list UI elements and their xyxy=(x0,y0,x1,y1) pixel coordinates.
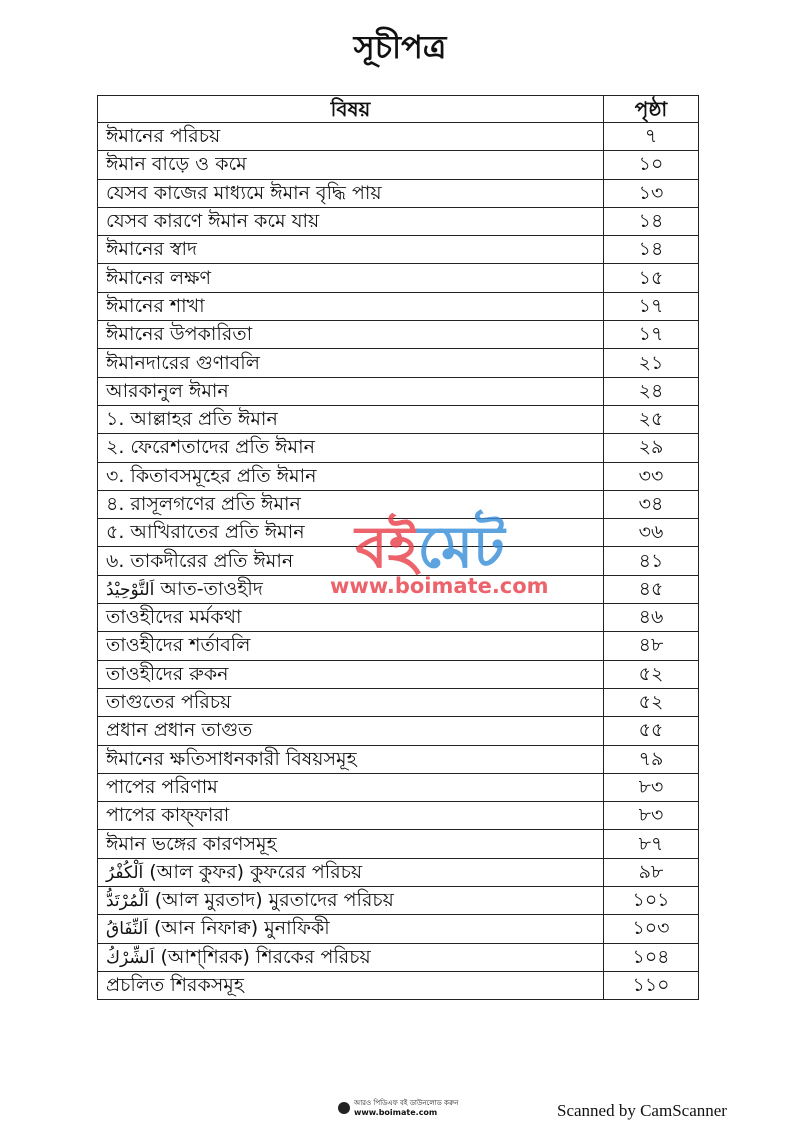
table-row xyxy=(98,462,699,490)
row-topic-text: তাওহীদের শর্তাবলি xyxy=(106,634,251,657)
row-topic xyxy=(98,575,604,603)
row-topic xyxy=(98,321,604,349)
row-topic xyxy=(98,604,604,632)
row-topic-text: ঈমানের ক্ষতিসাধনকারী বিষয়সমূহ xyxy=(106,747,357,770)
row-page: ৩৩ xyxy=(604,462,699,490)
row-topic xyxy=(98,207,604,235)
row-topic-text: (আল মুরতাদ) মুরতাদের পরিচয় xyxy=(154,889,394,912)
row-topic xyxy=(98,688,604,716)
row-topic xyxy=(98,123,604,151)
table-row xyxy=(98,745,699,773)
row-page: ৭৯ xyxy=(604,745,699,773)
row-page: ৮৩ xyxy=(604,773,699,801)
row-topic-text: পাপের পরিণাম xyxy=(106,775,218,798)
table-row xyxy=(98,717,699,745)
row-topic xyxy=(98,405,604,433)
row-topic-text: ৬. তাকদীরের প্রতি ঈমান xyxy=(106,549,294,572)
table-header-row xyxy=(98,96,699,123)
row-page: ১৪ xyxy=(604,236,699,264)
row-topic xyxy=(98,858,604,886)
row-page: ১০ xyxy=(604,151,699,179)
table-row xyxy=(98,377,699,405)
row-topic-text: (আল কুফর) কুফরের পরিচয় xyxy=(149,860,363,883)
table-row xyxy=(98,943,699,971)
watermark-logo: বইমেট xyxy=(355,513,505,581)
row-topic-text: পাপের কাফ্‌ফারা xyxy=(106,804,230,827)
boimate-logo-icon xyxy=(338,1102,350,1114)
table-row xyxy=(98,151,699,179)
camscanner-label: Scanned by CamScanner xyxy=(557,1101,727,1120)
row-arabic-term: اَلنِّفَاقُ xyxy=(106,919,149,940)
row-arabic-term: اَلتَّوْحِيْدُ xyxy=(106,579,155,600)
row-topic-text: ঈমানের উপকারিতা xyxy=(106,323,253,346)
row-arabic-term: اَلْكُفْرُ xyxy=(106,862,144,883)
row-topic xyxy=(98,971,604,999)
table-row xyxy=(98,405,699,433)
row-topic xyxy=(98,547,604,575)
row-topic-text: ২. ফেরেশতাদের প্রতি ঈমান xyxy=(106,436,315,459)
row-topic-text: ১. আল্লাহর প্রতি ঈমান xyxy=(106,408,278,431)
row-topic xyxy=(98,660,604,688)
row-topic-text: আরকানুল ঈমান xyxy=(106,379,229,402)
table-row xyxy=(98,887,699,915)
row-page: ১০৪ xyxy=(604,943,699,971)
row-topic xyxy=(98,434,604,462)
table-row xyxy=(98,575,699,603)
row-page: ২৪ xyxy=(604,377,699,405)
table-row xyxy=(98,830,699,858)
row-page: ১০৩ xyxy=(604,915,699,943)
table-row xyxy=(98,660,699,688)
row-page: ৫৫ xyxy=(604,717,699,745)
row-topic xyxy=(98,519,604,547)
contents-table xyxy=(97,95,699,1000)
row-topic xyxy=(98,943,604,971)
row-topic xyxy=(98,349,604,377)
table-row xyxy=(98,179,699,207)
row-page: ৫২ xyxy=(604,660,699,688)
row-topic xyxy=(98,292,604,320)
table-row xyxy=(98,207,699,235)
row-topic-text: যেসব কাজের মাধ্যমে ঈমান বৃদ্ধি পায় xyxy=(106,181,382,204)
row-page: ৮৭ xyxy=(604,830,699,858)
row-page: ৪৮ xyxy=(604,632,699,660)
table-row xyxy=(98,490,699,518)
row-topic-text: প্রধান প্রধান তাগুত xyxy=(106,719,253,742)
table-row xyxy=(98,858,699,886)
row-topic-text: প্রচলিত শিরকসমূহ xyxy=(106,974,244,997)
row-topic-text: ঈমানের পরিচয় xyxy=(106,125,221,148)
row-topic xyxy=(98,915,604,943)
footer-promo xyxy=(338,1100,458,1117)
row-topic xyxy=(98,887,604,915)
row-topic-text: (আশ্‌শিরক) শিরকের পরিচয় xyxy=(160,945,371,968)
table-row xyxy=(98,773,699,801)
table-row xyxy=(98,632,699,660)
row-page: ৪৫ xyxy=(604,575,699,603)
table-row xyxy=(98,349,699,377)
watermark-url: www.boimate.com xyxy=(330,574,549,598)
row-topic-text: ৫. আখিরাতের প্রতি ঈমান xyxy=(106,521,305,544)
row-topic-text: (আন নিফাক্ব) মুনাফিকী xyxy=(154,917,330,940)
table-row xyxy=(98,321,699,349)
row-topic-text: যেসব কারণে ঈমান কমে যায় xyxy=(106,210,320,233)
row-page: ৪৬ xyxy=(604,604,699,632)
row-page: ১৭ xyxy=(604,292,699,320)
row-page: ১৪ xyxy=(604,207,699,235)
table-row xyxy=(98,688,699,716)
row-page: ১৩ xyxy=(604,179,699,207)
row-topic-text: ৪. রাসূলগণের প্রতি ঈমান xyxy=(106,493,301,515)
row-page: ৭ xyxy=(604,123,699,151)
header-topic: বিষয় xyxy=(98,96,604,123)
row-arabic-term: اَلشِّرْكُ xyxy=(106,947,155,968)
row-page: ৩৬ xyxy=(604,519,699,547)
row-topic-text: ঈমানদারের গুণাবলি xyxy=(106,351,260,374)
row-topic xyxy=(98,151,604,179)
row-topic xyxy=(98,264,604,292)
row-page: ৮৩ xyxy=(604,802,699,830)
row-topic xyxy=(98,802,604,830)
row-topic xyxy=(98,830,604,858)
row-page: ১৫ xyxy=(604,264,699,292)
footer-promo-text: আরও পিডিএফ বই ডাউনলোড করুন xyxy=(354,1099,459,1107)
row-topic xyxy=(98,490,604,518)
table-row xyxy=(98,547,699,575)
row-topic xyxy=(98,632,604,660)
table-row xyxy=(98,292,699,320)
row-page: ২৯ xyxy=(604,434,699,462)
table-row xyxy=(98,236,699,264)
row-page: ১১০ xyxy=(604,971,699,999)
row-topic xyxy=(98,377,604,405)
row-page: ২৫ xyxy=(604,405,699,433)
table-row xyxy=(98,123,699,151)
row-page: ১০১ xyxy=(604,887,699,915)
row-topic-text: ৩. কিতাবসমূহের প্রতি ঈমান xyxy=(106,464,317,487)
table-row xyxy=(98,802,699,830)
header-page: পৃষ্ঠা xyxy=(604,96,699,123)
footer-url[interactable]: www.boimate.com xyxy=(354,1107,438,1117)
row-page: ১৭ xyxy=(604,321,699,349)
table-row xyxy=(98,434,699,462)
row-page: ৯৮ xyxy=(604,858,699,886)
page-title: সূচীপত্র xyxy=(353,28,447,66)
table-row xyxy=(98,519,699,547)
row-topic xyxy=(98,745,604,773)
row-topic-text: ঈমানের লক্ষণ xyxy=(106,266,211,289)
table-row xyxy=(98,264,699,292)
row-topic xyxy=(98,773,604,801)
row-page: ৫২ xyxy=(604,688,699,716)
row-topic xyxy=(98,462,604,490)
row-arabic-term: اَلْمُرْتَدُّ xyxy=(106,891,149,912)
row-topic xyxy=(98,236,604,264)
row-page: ৩৪ xyxy=(604,490,699,518)
table-row xyxy=(98,604,699,632)
row-topic-text: আত-তাওহীদ xyxy=(160,577,263,600)
row-topic-text: ঈমানের শাখা xyxy=(106,294,205,317)
row-topic xyxy=(98,717,604,745)
row-page: ৪১ xyxy=(604,547,699,575)
table-row xyxy=(98,915,699,943)
row-page: ২১ xyxy=(604,349,699,377)
row-topic-text: ঈমানের স্বাদ xyxy=(106,238,197,261)
row-topic-text: তাওহীদের রুকন xyxy=(106,662,229,685)
row-topic-text: তাগুতের পরিচয় xyxy=(106,691,232,714)
table-row xyxy=(98,971,699,999)
row-topic-text: তাওহীদের মর্মকথা xyxy=(106,606,242,629)
row-topic xyxy=(98,179,604,207)
row-topic-text: ঈমান বাড়ে ও কমে xyxy=(106,153,247,176)
row-topic-text: ঈমান ভঙ্গের কারণসমূহ xyxy=(106,832,277,855)
